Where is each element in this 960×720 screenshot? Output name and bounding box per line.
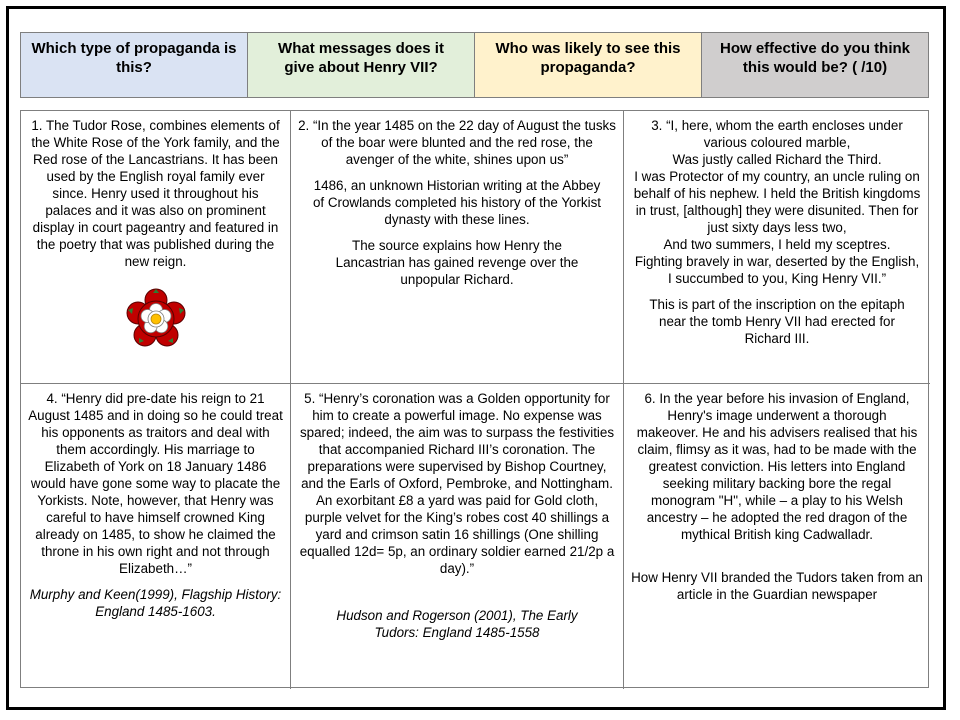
- source-6-cell: [624, 384, 930, 689]
- header-effectiveness-label: How effective do you think this would be? ( /10): [719, 40, 911, 76]
- header-effectiveness: [702, 33, 928, 97]
- tudor-rose-icon: [27, 288, 284, 350]
- source-4-cell: [21, 384, 291, 689]
- source-4-quote: 4. “Henry did pre-date his reign to 21 August 1485 and in doing so he could treat his opponents as traitors and deal with them accordingly. His marriage to Elizabeth of York on 18 January 1486 would have gone some way to placate the Yorkists. Note, however, that Henry was careful to have himself crowned King already on 1485, to show he claimed the throne in his own right and not through Elizabeth…”: [28, 391, 283, 576]
- source-6-citation: How Henry VII branded the Tudors taken from an article in the Guardian newspaper: [631, 570, 923, 602]
- header-messages: [248, 33, 475, 97]
- source-3-note: This is part of the inscription on the epitaph near the tomb Henry VII had erected for Richard III.: [649, 297, 905, 346]
- header-row: [20, 32, 929, 98]
- source-4-citation: Murphy and Keen(1999), Flagship History: England 1485-1603.: [29, 587, 282, 619]
- source-2-context: 1486, an unknown Historian writing at the Abbey of Crowlands completed his history of the Yorkist dynasty with these lines.: [312, 178, 602, 227]
- source-3-line-3: I was Protector of my country, an uncle ruling on behalf of his nephew. I held the British kingdoms in trust, [although] they were disunited. Then for just sixty days less two,: [633, 169, 921, 235]
- source-3-line-1: 3. “I, here, whom the earth encloses under various coloured marble,: [651, 118, 903, 150]
- header-propaganda-type-label: Which type of propaganda is this?: [31, 40, 237, 76]
- source-3-line-2: Was justly called Richard the Third.: [672, 152, 882, 167]
- sources-table: [20, 110, 929, 688]
- source-3-cell: [624, 111, 930, 384]
- header-audience-label: Who was likely to see this propaganda?: [495, 40, 681, 76]
- source-1-text: 1. The Tudor Rose, combines elements of the White Rose of the York family, and the Red rose of the Lancastrians. It has been used by the English royal family ever since. Henry used it throughout his palaces and it was also on prominent display in court pageantry and featured in the poetry that was published during the new reign.: [31, 118, 280, 269]
- source-6-text: 6. In the year before his invasion of England, Henry's image underwent a thorough makeover. He and his advisers realised that his claim, flimsy as it was, had to be made with the greatest conviction. His letters into England seeking military backing bore the regal monogram "H", while – a play to his Welsh ancestry – he adopted the red dragon of the mythical British king Cadwalladr.: [636, 391, 918, 542]
- header-messages-label: What messages does it give about Henry VII?: [278, 40, 444, 76]
- source-5-citation: Hudson and Rogerson (2001), The Early Tudors: England 1485-1558: [336, 608, 578, 640]
- source-2-note: The source explains how Henry the Lancastrian has gained revenge over the unpopular Richard.: [335, 238, 579, 287]
- source-5-quote: 5. “Henry’s coronation was a Golden opportunity for him to create a powerful image. No expense was spared; indeed, the aim was to surpass the festivities that accompanied Richard III’s coronation. The preparations were supervised by Bishop Courtney, and the Earls of Oxford, Pembroke, and Nottingham. An exorbitant £8 a yard was paid for Gold cloth, purple velvet for the King’s robes cost 40 shillings a yard and crimson satin 16 shillings (One shilling equalled 12d= 5p, an ordinary soldier earned 21/2p a day).”: [299, 391, 615, 576]
- source-2-cell: [291, 111, 624, 384]
- source-3-line-6: I succumbed to you, King Henry VII.”: [667, 271, 887, 286]
- source-3-line-5: Fighting bravely in war, deserted by the English,: [634, 254, 920, 269]
- header-propaganda-type: [21, 33, 248, 97]
- source-1-cell: [21, 111, 291, 384]
- source-2-quote: 2. “In the year 1485 on the 22 day of August the tusks of the boar were blunted and the red rose, the avenger of the white, shines upon us”: [298, 118, 616, 167]
- header-audience: [475, 33, 702, 97]
- source-5-cell: [291, 384, 624, 689]
- source-3-line-4: And two summers, I held my sceptres.: [663, 237, 891, 252]
